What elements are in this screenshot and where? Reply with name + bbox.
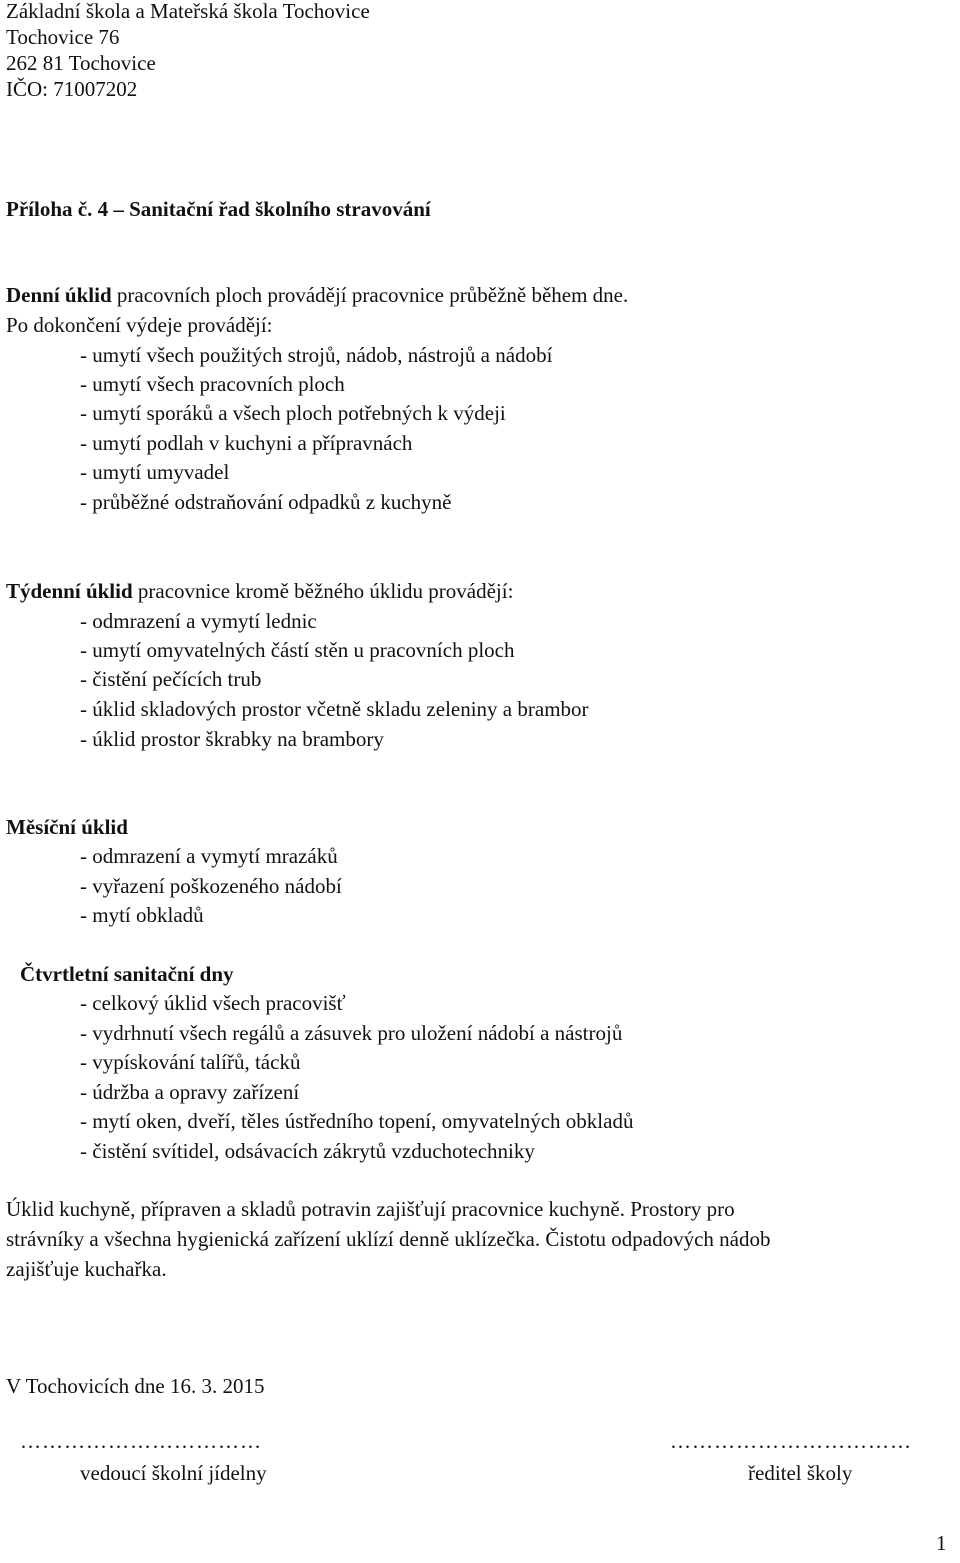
page-title: Příloha č. 4 – Sanitační řad školního stravování bbox=[6, 197, 431, 221]
list-item: - umytí omyvatelných částí stěn u pracovních ploch bbox=[80, 638, 515, 662]
signature-label-right: ředitel školy bbox=[748, 1461, 853, 1485]
weekly-intro-text: pracovnice kromě běžného úklidu provádějí: bbox=[132, 579, 514, 603]
monthly-heading: Měsíční úklid bbox=[6, 815, 128, 839]
daily-intro bbox=[6, 280, 628, 310]
daily-intro-text: pracovních ploch provádějí pracovnice průběžně během dne. bbox=[111, 283, 629, 307]
school-street: Tochovice 76 bbox=[6, 25, 120, 49]
list-item: - úklid prostor škrabky na brambory bbox=[80, 727, 384, 751]
page-number: 1 bbox=[936, 1531, 947, 1555]
list-item: - vydrhnutí všech regálů a zásuvek pro uložení nádobí a nástrojů bbox=[80, 1021, 623, 1045]
paragraph-line: Úklid kuchyně, přípraven a skladů potravin zajišťují pracovnice kuchyně. Prostory pro bbox=[6, 1197, 735, 1221]
paragraph-line: strávníky a všechna hygienická zařízení uklízí denně uklízečka. Čistotu odpadových nádob bbox=[6, 1227, 771, 1251]
list-item: - celkový úklid všech pracovišť bbox=[80, 991, 346, 1015]
list-item: - odmrazení a vymytí lednic bbox=[80, 609, 317, 633]
place-date: V Tochovicích dne 16. 3. 2015 bbox=[6, 1374, 265, 1398]
daily-line2: Po dokončení výdeje provádějí: bbox=[6, 313, 273, 337]
quarterly-heading: Čtvrtletní sanitační dny bbox=[20, 962, 234, 986]
list-item: - vyřazení poškozeného nádobí bbox=[80, 874, 342, 898]
list-item: - mytí oken, dveří, těles ústředního topení, omyvatelných obkladů bbox=[80, 1109, 634, 1133]
school-city: 262 81 Tochovice bbox=[6, 51, 156, 75]
list-item: - umytí podlah v kuchyni a přípravnách bbox=[80, 431, 413, 455]
list-item: - umytí všech pracovních ploch bbox=[80, 372, 345, 396]
list-item: - umytí sporáků a všech ploch potřebných k výdeji bbox=[80, 401, 506, 425]
paragraph-line: zajišťuje kuchařka. bbox=[6, 1257, 167, 1281]
list-item: - odmrazení a vymytí mrazáků bbox=[80, 844, 338, 868]
list-item: - umytí všech použitých strojů, nádob, nástrojů a nádobí bbox=[80, 343, 553, 367]
list-item: - čistění svítidel, odsávacích zákrytů vzduchotechniky bbox=[80, 1139, 535, 1163]
list-item: - mytí obkladů bbox=[80, 903, 204, 927]
list-item: - údržba a opravy zařízení bbox=[80, 1080, 300, 1104]
signature-line-left: …………………………… bbox=[20, 1429, 262, 1453]
weekly-heading: Týdenní úklid bbox=[6, 579, 133, 603]
school-name: Základní škola a Mateřská škola Tochovice bbox=[6, 0, 370, 23]
weekly-intro bbox=[6, 576, 513, 606]
list-item: - čistění pečících trub bbox=[80, 667, 262, 691]
list-item: - úklid skladových prostor včetně skladu zeleniny a brambor bbox=[80, 697, 589, 721]
daily-heading: Denní úklid bbox=[6, 283, 112, 307]
list-item: - umytí umyvadel bbox=[80, 460, 230, 484]
list-item: - průběžné odstraňování odpadků z kuchyně bbox=[80, 490, 452, 514]
list-item: - vypískování talířů, tácků bbox=[80, 1050, 301, 1074]
signature-label-left: vedoucí školní jídelny bbox=[80, 1461, 267, 1485]
signature-line-right: …………………………… bbox=[670, 1429, 912, 1453]
school-ico: IČO: 71007202 bbox=[6, 77, 138, 101]
